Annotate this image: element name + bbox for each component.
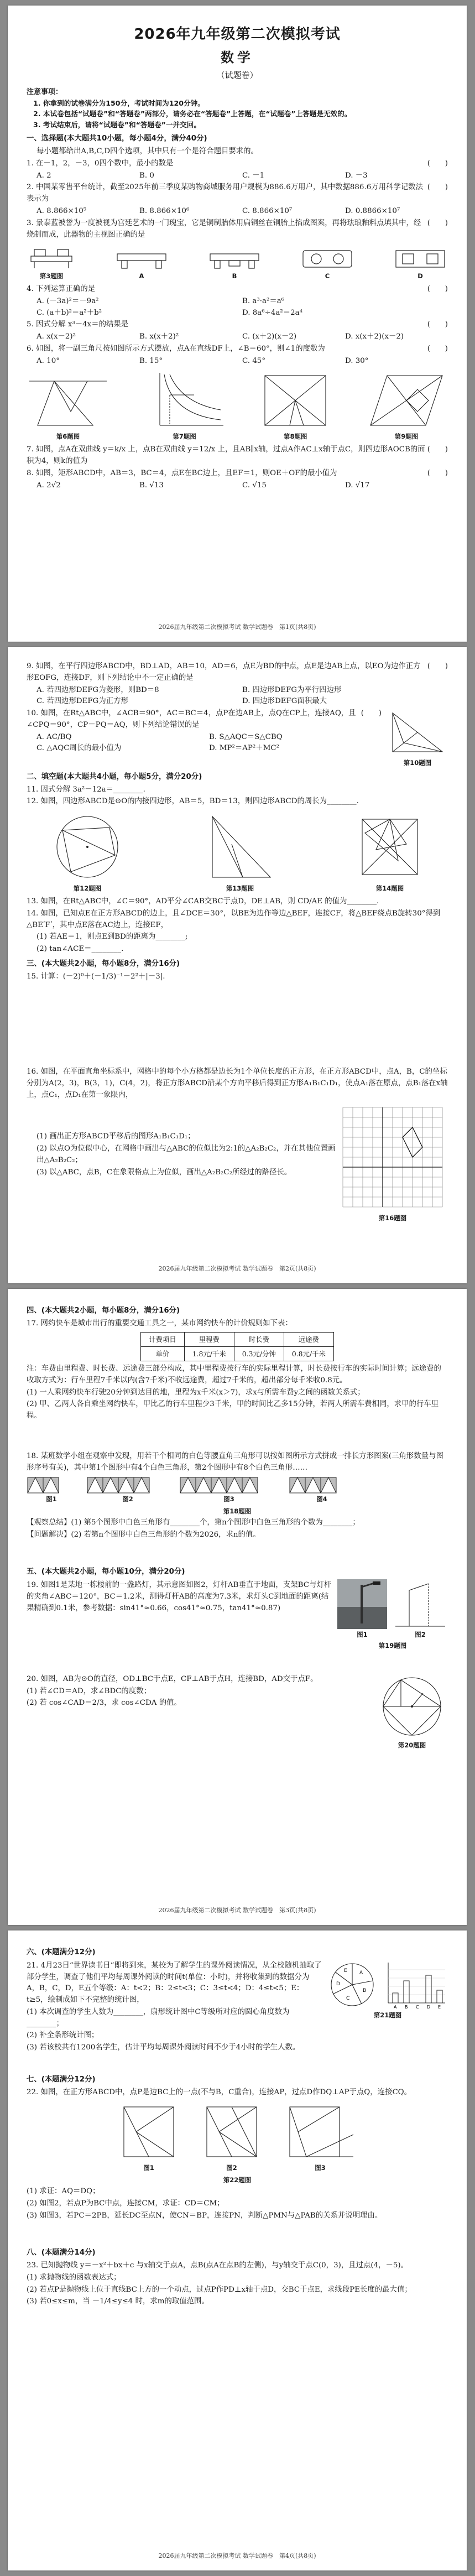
page-2 <box>8 647 467 1283</box>
option-a: A. 2√2 <box>36 481 61 490</box>
section-title: 八、(本题满分14分) <box>27 2249 96 2257</box>
question-16-block <box>27 1102 448 1224</box>
option-b: B. 0 <box>139 171 154 180</box>
hyperbola-diagram <box>143 370 226 431</box>
pattern-figure-1 <box>27 1477 76 1505</box>
answer-paren: ( ) <box>427 183 448 192</box>
figure-caption: 图2 <box>122 1495 133 1503</box>
option-d: D. 30° <box>345 356 369 365</box>
exam-title: 2026年九年级第二次模拟考试 <box>134 26 341 43</box>
table-header: 时长费 <box>234 1332 284 1346</box>
question-stem: 1. 在－1，2，－3，0四个数中，最小的数是 <box>27 159 174 168</box>
question-23: 23. 已知抛物线 y＝－x²＋bx＋c 与x轴交于点A，点B(点A在点B的左侧)，与y轴交于点C(0，3)，且过点(4，－5)。 <box>27 2261 409 2270</box>
option-a: A. 若四边形DEFG为菱形，则BD＝8 <box>36 685 159 694</box>
triangle-rulers-diagram <box>27 370 109 431</box>
question-12: 12. 如图，四边形ABCD是⊙O的内接四边形，AB＝5，BD＝13，则四边形ABCD的周长为________. <box>27 797 359 806</box>
bar-label: A <box>394 2004 397 2010</box>
figure-caption: 第20题图 <box>398 1741 426 1749</box>
question-stem: 4. 下列运算正确的是 <box>27 285 96 294</box>
options <box>27 170 448 182</box>
question-stem: 3. 景泰蓝被誉为一度被视为宫廷艺术的一门瑰宝，它是铜制胎体用扁铜丝在铜胎上掐成图案，再将珐琅釉料点填其中，经烧制而成，此器物的主视图正确的是 <box>27 218 421 239</box>
figure-q10 <box>387 707 448 768</box>
question-14-part-1: (1) 若AE＝1，则点E到BD的距离为________; <box>36 933 188 941</box>
question-stem: 2. 中国某零售平台统计，截至2025年前三季度某购物商城服务用户规模为886.6万用户，其中数据886.6万用科学记数法表示为 <box>27 183 423 204</box>
answer-paren: ( ) <box>427 344 448 353</box>
square-diagram-2 <box>201 2101 262 2162</box>
table-cell: 单价 <box>141 1346 185 1361</box>
question-17: 17. 网约快车是城市出行的重要交通工具之一，某市网约快车的计价规则如下表： <box>27 1319 293 1328</box>
subject-title: 数学 <box>221 50 254 66</box>
option-b: B. 15° <box>139 356 163 365</box>
question-16: 16. 如图，在平面直角坐标系中，网格中的每个小方格都是边长为1个单位长度的正方形，在正方形ABCD中，点A，B，C的坐标分别为A(2，3)，B(3，1)，C(4，2)，将正方形ABCD沿某个方向平移后得到正方形A₁B₁C₁D₁，使点A₁落在原点，点B₁落在x轴上，点C₁，点D₁在第一象限内， <box>27 1068 448 1099</box>
question-22: 22. 如图，在正方形ABCD中，点P是边BC上的一点(不与B，C重合)，连接AP，过点D作DQ⊥AP于点Q，连接CQ。 <box>27 2088 412 2096</box>
figure-q14 <box>354 811 426 894</box>
figure-caption: 第16题图 <box>378 1214 407 1222</box>
question-15: 15. 计算：(－2)⁰＋(－1/3)⁻¹－2²＋|－3|. <box>27 972 165 981</box>
option-b-drawing <box>207 247 262 270</box>
section-title: 一、选择题(本大题共10小题，每小题4分，满分40分) <box>27 134 207 143</box>
page-footer: 2026届九年级第二次模拟考试 数学试题卷 第2页(共8页) <box>158 1264 316 1272</box>
section-title: 五、(本大题共2小题，每小题10分，满分20分) <box>27 1568 185 1576</box>
question-stem: 6. 如图，将一副三角尺按如图所示方式摆放，点A在直线DF上，∠B＝60°，则∠1的度数为 <box>27 344 325 353</box>
question-19-block <box>27 1579 448 1651</box>
figure-q22-2 <box>201 2101 262 2173</box>
figure-caption: 第10题图 <box>403 759 432 767</box>
question-10-block <box>27 707 448 768</box>
angle-bisector-diagram <box>204 811 276 883</box>
question-19: 19. 如图1是某地一栋楼前的一盏路灯，其示意图如图2，灯杆AB垂直于地面，支架BC与灯杆的夹角∠ABC＝120°，BC＝1.2米，测得灯杆AB的高度为7.3米，求灯头C到地面的距离(结果精确到0.1米，参考数据：sin41°≈0.66，cos41°≈0.75，tan41°≈0.87) <box>27 1581 332 1612</box>
coordinate-grid <box>337 1102 448 1212</box>
answer-paren: ( ) <box>361 709 382 718</box>
figure-caption: 第6题图 <box>56 433 80 441</box>
question-22-part-3: (3) 如图3，若PC＝2PB，延长DC至点N，使CN＝BP，连接PN，判断△PMN与△PAB的关系并说明理由。 <box>27 2211 383 2220</box>
rectangle-diagram <box>259 370 331 431</box>
figure-row-q22 <box>27 2101 448 2173</box>
option-d: D. 8a⁶÷4a²＝2a⁴ <box>242 308 302 317</box>
question-21-block <box>27 1960 448 2054</box>
inscribed-quadrilateral-diagram <box>49 811 126 883</box>
question-9 <box>27 661 448 684</box>
pie-label: E <box>344 1968 347 1974</box>
option-a: A. (－3a)²＝－9a² <box>36 296 99 305</box>
figure-caption: 第14题图 <box>375 884 404 893</box>
option-b: B. 8.866×10⁶ <box>139 207 190 216</box>
page-3 <box>8 1289 467 1925</box>
option-label: A <box>139 272 144 280</box>
question-7 <box>27 444 448 467</box>
option-c: C. 45° <box>242 356 266 365</box>
figure-row-q18 <box>27 1477 448 1505</box>
figure-caption: 图4 <box>316 1495 327 1503</box>
figure-q7 <box>143 370 226 442</box>
option-a-drawing <box>114 247 169 270</box>
answer-paren: ( ) <box>427 218 448 227</box>
table-cell: 1.8元/千米 <box>184 1346 234 1361</box>
streetlamp-photo <box>337 1579 387 1640</box>
question-4 <box>27 284 448 295</box>
paper-type: （试题卷） <box>216 70 258 81</box>
question-21-part-2: (2) 补全条形统计图； <box>27 2031 99 2040</box>
question-23-part-1: (1) 求抛物线的函数表达式； <box>27 2273 121 2282</box>
table-cell: 0.8元/千米 <box>284 1346 333 1361</box>
option-c: C. (a＋b)²＝a²＋b² <box>36 308 102 317</box>
table-header: 里程费 <box>184 1332 234 1346</box>
option-c: C. (x＋2)(x－2) <box>242 332 297 341</box>
option-b: B. a³·a²＝a⁶ <box>242 296 285 305</box>
answer-space <box>27 983 448 1066</box>
figure-q3-object <box>27 244 76 282</box>
bar-label: B <box>405 2004 408 2010</box>
option-a: A. x(x－2)² <box>36 332 76 341</box>
page-footer: 2026届九年级第二次模拟考试 数学试题卷 第1页(共8页) <box>158 623 316 631</box>
triangle-pattern-3 <box>179 1477 279 1493</box>
option-b: B. x(x＋2)² <box>139 332 179 341</box>
question-stem: 7. 如图，点A在双曲线 y＝k/x 上，点B在双曲线 y＝12/x 上，且AB∥x轴，过点A作AC⊥x轴于点C，则四边形AOCB的面积为4，则k的值为 <box>27 445 425 466</box>
options <box>27 308 448 319</box>
section-intro: 每小题都给出A,B,C,D四个选项，其中只有一个是符合题目要求的。 <box>36 147 258 156</box>
question-14-part-2: (2) tan∠ACE＝________. <box>36 945 124 954</box>
figure-q8 <box>259 370 331 442</box>
question-20-part-2: (2) 若 cos∠CAD＝2/3，求 cos∠CDA 的值。 <box>27 1699 181 1708</box>
answer-paren: ( ) <box>427 445 448 454</box>
figure-q22-1 <box>118 2101 179 2173</box>
triangle-pattern-1 <box>27 1477 76 1493</box>
section-title: 二、填空题(本大题共4小题，每小题5分，满分20分) <box>27 772 202 781</box>
option-label: B <box>232 272 237 280</box>
page-footer: 2026届九年级第二次模拟考试 数学试题卷 第4页(共8页) <box>158 2552 316 2559</box>
option-d: D. 四边形DEFG面积最大 <box>242 697 327 706</box>
question-11: 11. 因式分解 3a²－12a＝________. <box>27 785 145 794</box>
cloisonne-object-drawing <box>27 244 76 270</box>
option-c: C. 若四边形DEFG为正方形 <box>36 697 128 706</box>
answer-paren: ( ) <box>427 285 448 294</box>
figure-q16 <box>337 1102 448 1224</box>
figure-caption: 图3 <box>223 1495 234 1503</box>
figure-row-q3 <box>27 244 448 282</box>
figure-caption: 图1 <box>46 1495 57 1503</box>
figure-caption: 第22题图 <box>223 2176 252 2184</box>
figure-row-q12-q14 <box>27 811 448 894</box>
options <box>27 480 448 492</box>
bar-label: D <box>427 2004 431 2010</box>
figure-q19 <box>337 1579 448 1651</box>
streetlamp-diagram <box>393 1579 448 1640</box>
option-d: D. 0.8866×10⁷ <box>345 207 400 216</box>
table-row <box>141 1346 334 1361</box>
figure-option-b <box>207 247 262 282</box>
question-22-part-2: (2) 如图2，若点P为BC中点，连接CM，求证：CD＝CM； <box>27 2199 225 2208</box>
square-diagram-1 <box>118 2101 179 2162</box>
option-d: D. x(x＋2)(x－2) <box>345 332 404 341</box>
options <box>27 296 448 308</box>
options <box>27 356 448 367</box>
figure-caption: 图1 <box>357 1631 368 1639</box>
figure-caption: 第8题图 <box>284 433 307 441</box>
option-d-drawing <box>393 247 448 270</box>
question-6 <box>27 344 448 355</box>
options <box>27 206 448 217</box>
notice-title: 注意事项： <box>27 87 63 96</box>
parallelogram-diagram <box>365 370 448 431</box>
notice <box>27 87 448 131</box>
figure-row-q6-q9 <box>27 370 448 442</box>
question-16-part-3: (3) 以△ABC，点B，C在象限格点上为位似，画出△A₂B₂C₂所经过的路径长。 <box>36 1168 292 1177</box>
question-21: 21. 4月23日“世界读书日”即将到来，某校为了解学生的课外阅读情况，从全校随机抽取了部分学生，调查了他们平均每周课外阅读的时间t(单位：小时)，并将收集到的数据分为A，B，C，D，E五个等级：A：t<2；B：2≤t<3；C：3≤t<4；D：4≤t<5；E：t≥5，绘制成如下不完整的统计图， <box>27 1961 322 2005</box>
pie-chart <box>327 1960 377 2010</box>
question-21-part-3: (3) 若该校共有1200名学生，估计平均每周课外阅读时间不少于4小时的学生人数。 <box>27 2043 300 2052</box>
option-a: A. AC/BQ <box>36 732 72 741</box>
figure-caption: 图2 <box>226 2164 237 2172</box>
options <box>27 732 382 743</box>
option-b: B. √13 <box>139 481 164 490</box>
options <box>27 685 448 696</box>
triangle-pattern-4 <box>289 1477 355 1493</box>
question-stem: 5. 因式分解 x³－4x＝的结果是 <box>27 320 129 329</box>
figure-caption: 第18题图 <box>223 1507 252 1516</box>
option-d: D. MP²＝AP²＋MC² <box>209 744 280 753</box>
question-20: 20. 如图，AB为⊙O的直径，OD⊥BC于点E，CF⊥AB于点H，连接BD，AD交于点F。 <box>27 1674 318 1683</box>
question-10 <box>27 708 382 731</box>
answer-paren: ( ) <box>427 320 448 329</box>
option-d: D. √17 <box>345 481 370 490</box>
question-23-part-3: (3) 若0≤x≤m，当 －1/4≤y≤4 时，求m的取值范围。 <box>27 2297 209 2306</box>
figure-option-d <box>393 247 448 282</box>
option-b: B. 四边形DEFG为平行四边形 <box>242 685 342 694</box>
pie-label: A <box>359 1970 363 1976</box>
question-23-part-2: (2) 若点P是抛物线上位于直线BC上方的一个动点，过点P作PD⊥x轴于点D，交BC于点E，求线段PE长度的最大值； <box>27 2285 412 2294</box>
figure-caption: 图3 <box>315 2164 326 2172</box>
square-rotation-diagram <box>354 811 426 883</box>
question-20-block <box>27 1673 448 1751</box>
options <box>27 696 448 707</box>
bar-chart <box>382 1960 448 2010</box>
circle-diameter-diagram <box>376 1673 448 1740</box>
pie-label: D <box>336 1981 340 1987</box>
question-16-part-2: (2) 以点O为位似中心，在网格中画出与△ABC的位似比为2:1的△A₂B₂C₂，并在其他位置画出△A₂B₂C₂； <box>36 1144 336 1164</box>
option-a: A. 2 <box>36 171 51 180</box>
question-14: 14. 如图，已知点E在正方形ABCD的边上，且∠DCE＝30°，以BE为边作等边△BEF，连接CF，将△BEF绕点B旋转30°得到△BEʹFʹ，其中点E落在AC边上，连接EF， <box>27 909 441 929</box>
option-c-drawing <box>300 247 355 270</box>
table-header-row <box>141 1332 334 1346</box>
question-16-part-1: (1) 画出正方形ABCD平移后的图形A₁B₁C₁D₁； <box>36 1132 195 1141</box>
question-2 <box>27 182 448 205</box>
question-stem: 9. 如图，在平行四边形ABCD中，BD⊥AD，AB＝10，AD＝6，点E为BD的中点，点E是边AB上点，以EO为边作正方形EOFG，连接DF，则下列结论中不一定正确的是 <box>27 662 421 682</box>
option-b: B. S△AQC＝S△CBQ <box>209 732 283 741</box>
fare-table <box>140 1332 334 1361</box>
figure-q21 <box>327 1960 448 2054</box>
figure-caption: 第12题图 <box>73 884 102 893</box>
pattern-figure-4 <box>289 1477 355 1505</box>
square-diagram-3 <box>284 2101 356 2162</box>
question-stem: 10. 如图，在Rt△ABC中，∠ACB＝90°，AC＝BC＝4，点P在边AB上，点Q在CP上，连接AQ，且∠CPQ＝90°，CP－PQ＝AQ，则下列结论错误的是 <box>27 709 356 729</box>
notice-item: 2. 本试卷包括“试题卷”和“答题卷”两部分，请务必在“答题卷”上答题，在“试题卷”上答题是无效的。 <box>33 110 352 118</box>
figure-caption: 图1 <box>143 2164 154 2172</box>
question-stem: 8. 如图，矩形ABCD中，AB＝3，BC＝4，点E在BC边上，且EF＝1，则OE＋OF的最小值为 <box>27 469 337 477</box>
question-8 <box>27 468 448 480</box>
pie-label: B <box>363 1987 367 1994</box>
figure-caption: 第13题图 <box>226 884 254 893</box>
question-22-part-1: (1) 求证：AQ＝DQ； <box>27 2187 100 2196</box>
section-title: 三、(本大题共2小题，每小题8分，满分16分) <box>27 959 180 968</box>
option-d: D. －3 <box>345 171 368 180</box>
options <box>27 331 448 343</box>
figure-q20 <box>376 1673 448 1751</box>
option-c: C. 8.866×10⁷ <box>242 207 293 216</box>
figure-caption: 第3题图 <box>39 272 64 280</box>
figure-q9 <box>365 370 448 442</box>
question-5 <box>27 319 448 331</box>
table-header: 计费项目 <box>141 1332 185 1346</box>
figure-caption: 第19题图 <box>378 1642 407 1650</box>
answer-paren: ( ) <box>427 469 448 477</box>
option-label: C <box>325 272 330 280</box>
table-cell: 0.3元/分钟 <box>234 1346 284 1361</box>
table-header: 远途费 <box>284 1332 333 1346</box>
pattern-figure-2 <box>86 1477 169 1505</box>
figure-q12 <box>49 811 126 894</box>
option-a: A. 10° <box>36 356 60 365</box>
figure-q22-3 <box>284 2101 356 2173</box>
pie-label: C <box>346 1995 350 2001</box>
page-1 <box>8 6 467 642</box>
question-18-part-2: 【问题解决】(2) 若第n个图形中白色三角形的个数为2026，求n的值。 <box>27 1530 260 1539</box>
pattern-figure-3 <box>179 1477 279 1505</box>
figure-option-c <box>300 247 355 282</box>
figure-caption: 第9题图 <box>394 433 419 441</box>
question-13: 13. 如图，在Rt△ABC中，∠C＝90°，AD平分∠CAB交BC于点D，DE⊥AB，则 CD/AE 的值为________. <box>27 897 379 905</box>
question-17-part-2: (2) 甲、乙两人各自乘坐网约快车，甲比乙的行车里程少3千米，甲的时间比乙多15分钟，若两人所需车费相同，求甲的行车里程。 <box>27 1400 439 1420</box>
question-17-part-1: (1) 一人乘网约快车行驶20分钟到达目的地，里程为x千米(x＞7)，求x与所需车费y之间的函数关系式； <box>27 1388 365 1397</box>
table-note: 注：车费由里程费、时长费、远途费三部分构成，其中里程费按行车的实际里程计算，时长费按行车的实际时间计算；远途费的收取方式为：行车里程7千米以内(含7千米)不收远途费，超过7千米的，超出部分每千米收0.8元。 <box>27 1364 441 1385</box>
option-c: C. △AQC周长的最小值为 <box>36 744 122 753</box>
bar-label: E <box>438 2004 441 2010</box>
option-a: A. 8.866×10⁵ <box>36 207 87 216</box>
figure-caption: 第21题图 <box>373 2011 402 2019</box>
options <box>27 743 382 754</box>
question-21-part-1: (1) 本次调查的学生人数为________，扇形统计图中C等级所对应的圆心角度数为________； <box>27 2007 290 2028</box>
page-4 <box>8 1930 467 2570</box>
figure-q13 <box>204 811 276 894</box>
option-c: C. √15 <box>242 481 267 490</box>
question-20-part-1: (1) 若∠CD＝AD，求∠BDC的度数； <box>27 1687 151 1695</box>
notice-item: 1. 你拿到的试卷满分为150分，考试时间为120分钟。 <box>33 98 205 107</box>
option-label: D <box>417 272 423 280</box>
question-18: 18. 某班数学小组在观察中发现，用若干个相同的白色等腰直角三角形可以按如图所示方式拼成一排长方形图案(三角形数量与图形序号有关)，其中第1个图形中有4个白色三角形，第2个图形中有8个白色三角形…… <box>27 1451 443 1472</box>
figure-caption: 图2 <box>415 1631 426 1639</box>
streetlamp-schematic <box>393 1579 448 1629</box>
figure-caption: 第7题图 <box>173 433 196 441</box>
right-triangle-diagram <box>387 707 448 757</box>
notice-item: 3. 考试结束后，请将“试题卷”和“答题卷”一并交回。 <box>33 120 201 129</box>
bar-label: C <box>416 2004 419 2010</box>
option-c: C. －1 <box>242 171 265 180</box>
question-1 <box>27 158 448 170</box>
page-footer: 2026届九年级第二次模拟考试 数学试题卷 第3页(共8页) <box>158 1906 316 1914</box>
answer-paren: ( ) <box>427 159 448 168</box>
question-18-part-1: 【观察总结】(1) 第5个图形中白色三角形有________个，第n个图形中白色三角形的个数为________； <box>27 1518 360 1527</box>
section-title: 四、(本大题共2小题，每小题8分，满分16分) <box>27 1307 180 1315</box>
section-title: 六、(本题满分12分) <box>27 1948 96 1956</box>
question-3 <box>27 218 448 241</box>
section-title: 七、(本题满分12分) <box>27 2075 96 2084</box>
triangle-pattern-2 <box>86 1477 169 1493</box>
answer-paren: ( ) <box>427 662 448 670</box>
figure-option-a <box>114 247 169 282</box>
streetlamp-photo-drawing <box>337 1579 387 1629</box>
figure-q6 <box>27 370 109 442</box>
